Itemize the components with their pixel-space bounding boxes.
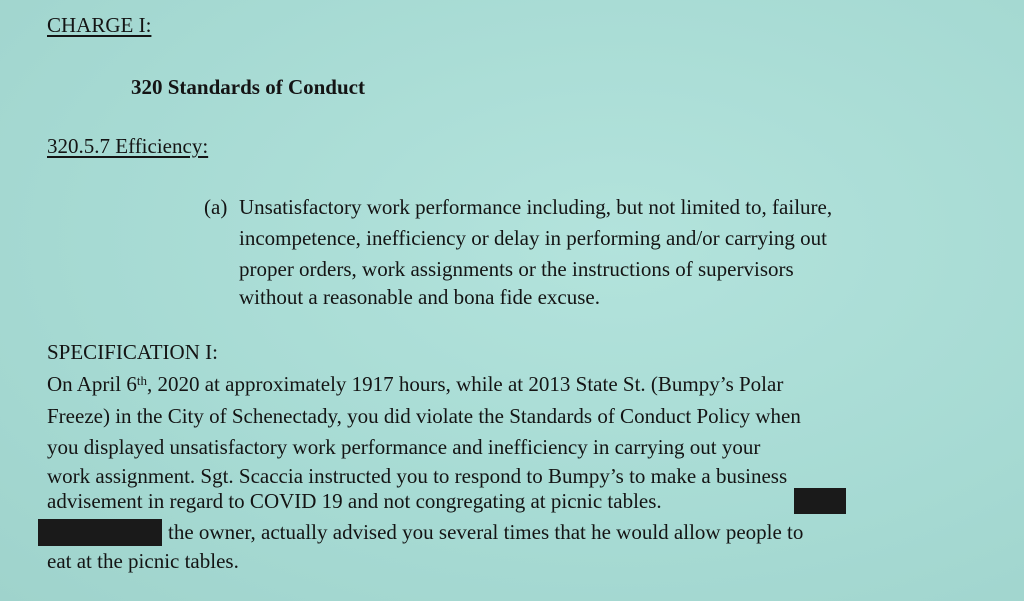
specification-line-2: Freeze) in the City of Schenectady, you did violate the Standards of Conduct Policy when bbox=[47, 404, 801, 428]
ordinal-suffix: th bbox=[136, 373, 147, 388]
specification-line-4: work assignment. Sgt. Scaccia instructed you to respond to Bumpy’s to make a business bbox=[47, 464, 788, 488]
specification-line-6: the owner, actually advised you several times that he would allow people to bbox=[168, 520, 804, 544]
rule-line-4: without a reasonable and bona fide excuse. bbox=[239, 285, 600, 309]
specification-line-5: advisement in regard to COVID 19 and not congregating at picnic tables. bbox=[47, 489, 662, 513]
specification-line-1-post: , 2020 at approximately 1917 hours, while at 2013 State St. (Bumpy’s Polar bbox=[146, 372, 784, 396]
section-heading: 320.5.7 Efficiency: bbox=[47, 134, 209, 158]
specification-line-1 bbox=[47, 371, 783, 397]
specification-line-3: you displayed unsatisfactory work performance and inefficiency in carrying out your bbox=[47, 435, 761, 459]
specification-heading: SPECIFICATION I: bbox=[47, 340, 218, 364]
standard-title: 320 Standards of Conduct bbox=[131, 75, 365, 99]
specification-line-7: eat at the picnic tables. bbox=[47, 549, 239, 573]
charge-heading: CHARGE I: bbox=[47, 13, 152, 37]
rule-line-1: Unsatisfactory work performance including, but not limited to, failure, bbox=[239, 195, 833, 219]
rule-line-3: proper orders, work assignments or the instructions of supervisors bbox=[239, 257, 794, 281]
rule-label: (a) bbox=[204, 195, 228, 219]
rule-line-2: incompetence, inefficiency or delay in performing and/or carrying out bbox=[239, 226, 827, 250]
redaction-block bbox=[38, 519, 162, 546]
specification-line-1-pre: On April 6 bbox=[47, 372, 137, 396]
redaction-block bbox=[794, 488, 846, 514]
